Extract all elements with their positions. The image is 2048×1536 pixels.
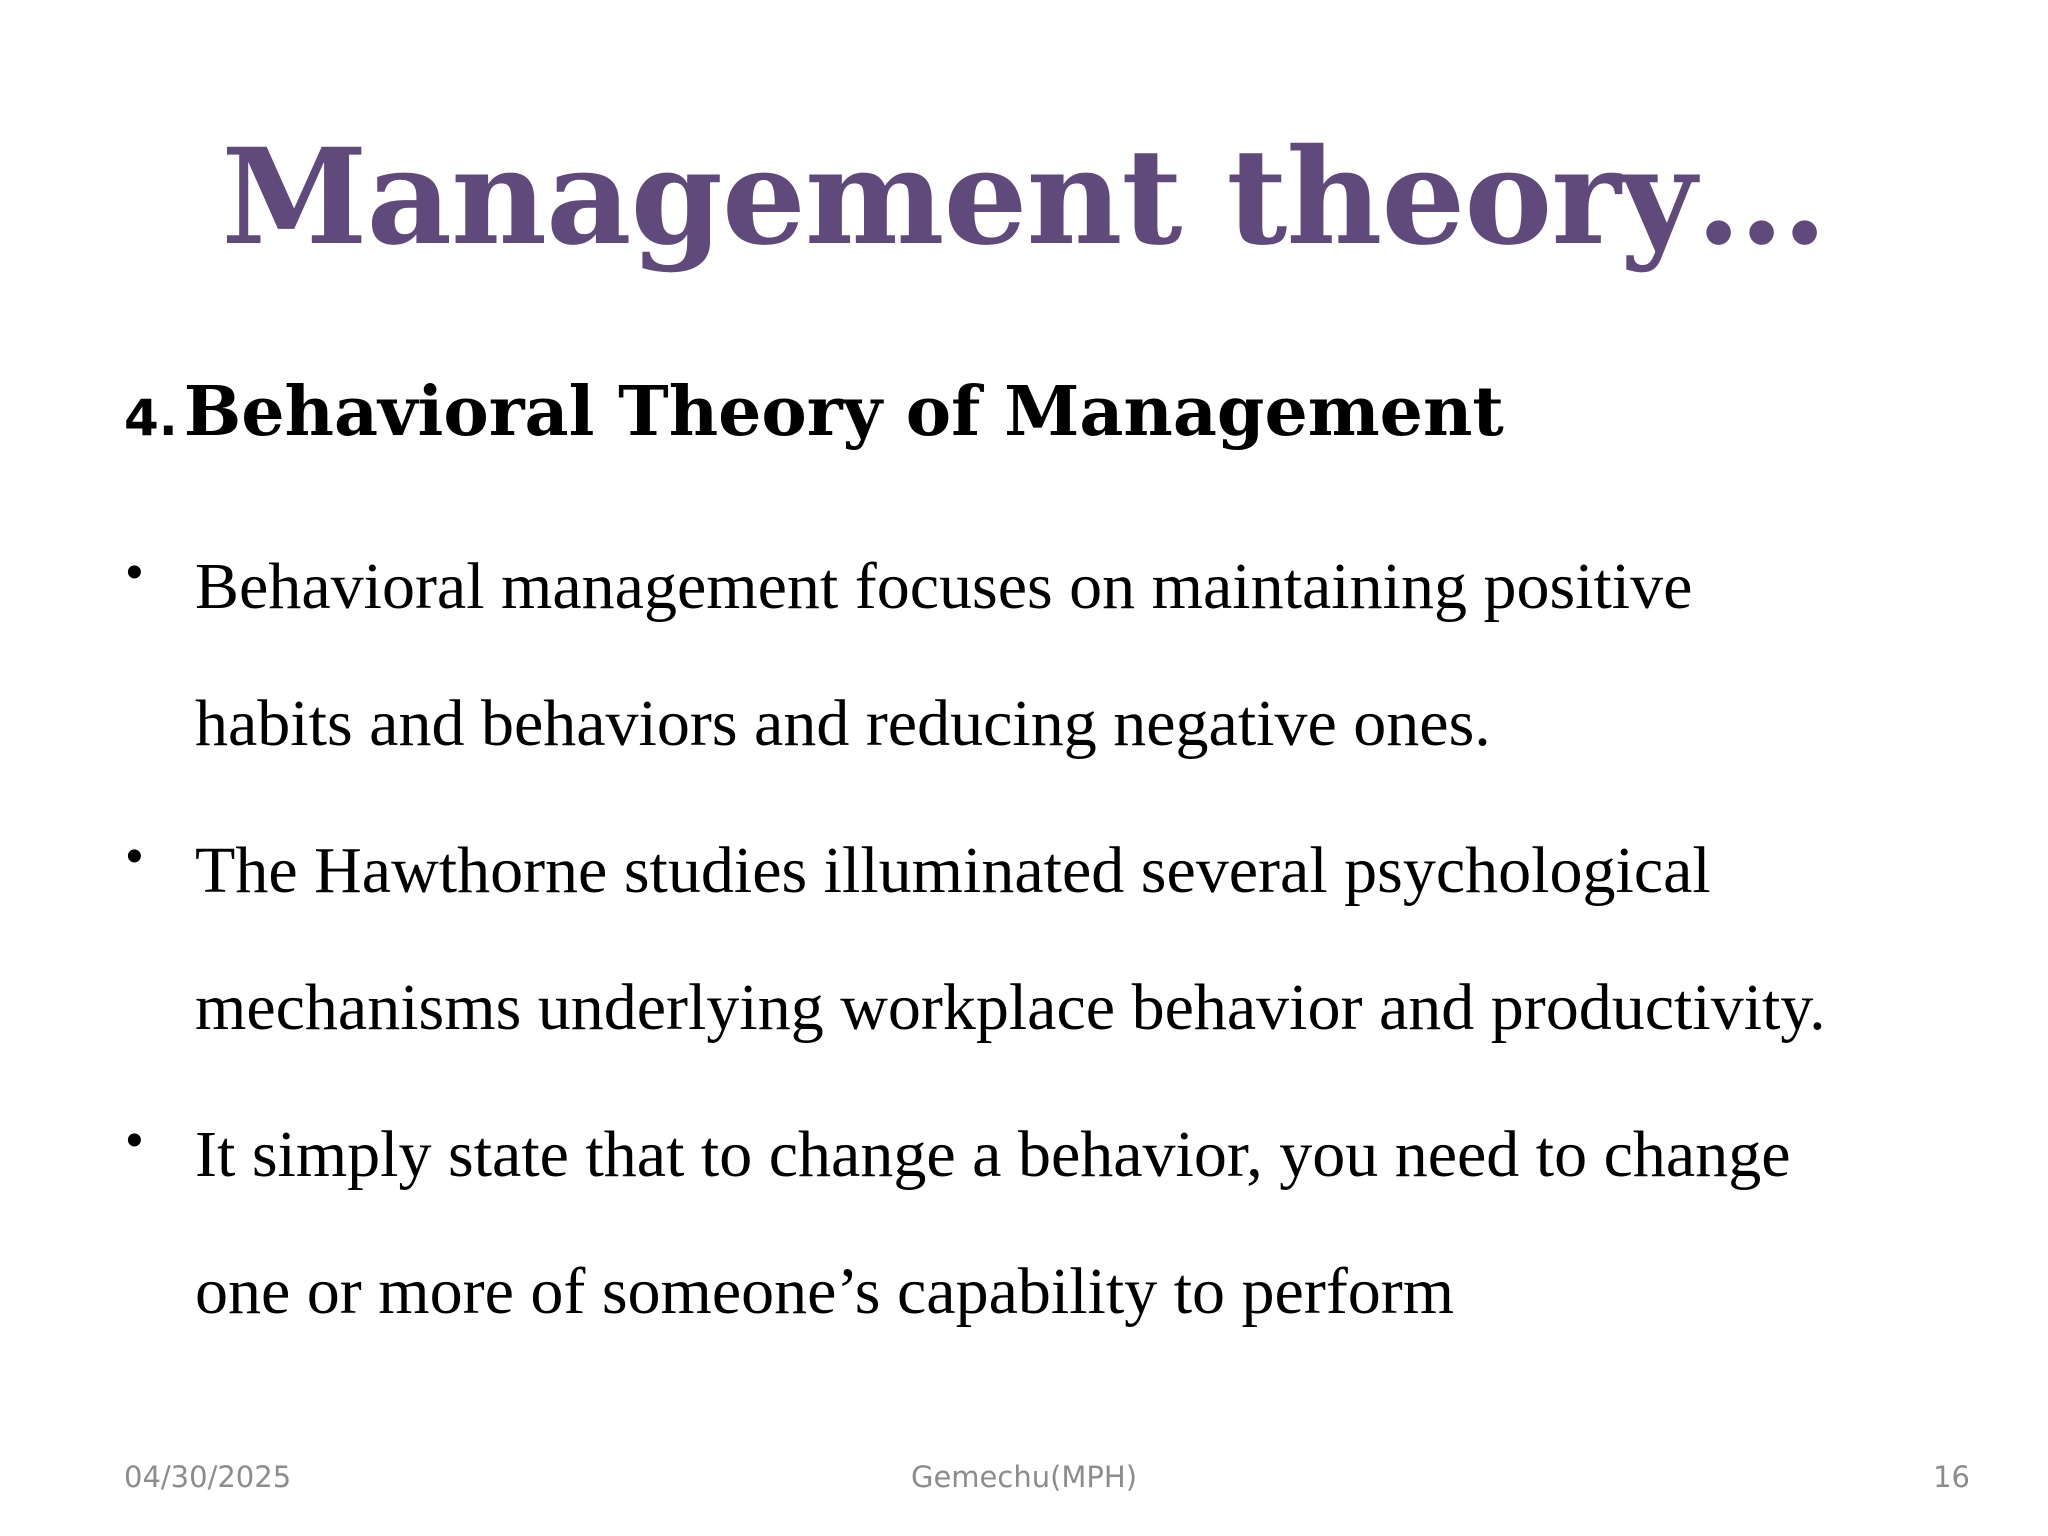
- bullet-icon: •: [126, 830, 143, 883]
- footer-date: 04/30/2025: [124, 1460, 292, 1494]
- bullet-text-line: one or more of someone’s capability to perform: [195, 1255, 1455, 1328]
- section-heading-text: Behavioral Theory of Management: [183, 372, 1504, 452]
- section-heading: [124, 372, 1504, 452]
- bullet-text-line: habits and behaviors and reducing negative ones.: [195, 687, 1491, 760]
- footer-page-number: 16: [1933, 1460, 1970, 1494]
- bullet-list: [124, 518, 2004, 1370]
- footer-author: Gemechu(MPH): [910, 1460, 1138, 1494]
- bullet-text-line: It simply state that to change a behavior, you need to change: [195, 1118, 1791, 1191]
- bullet-item: [124, 518, 2004, 792]
- bullet-icon: •: [126, 546, 143, 599]
- bullet-icon: •: [126, 1114, 143, 1167]
- bullet-text-line: Behavioral management focuses on maintaining positive: [195, 550, 1693, 623]
- section-number: 4.: [124, 389, 178, 447]
- bullet-item: [124, 1086, 2004, 1360]
- bullet-text-line: mechanisms underlying workplace behavior and productivity.: [195, 971, 1826, 1044]
- bullet-text-line: The Hawthorne studies illuminated several psychological: [195, 834, 1711, 907]
- bullet-item: [124, 802, 2004, 1076]
- slide-title: Management theory…: [221, 120, 1827, 275]
